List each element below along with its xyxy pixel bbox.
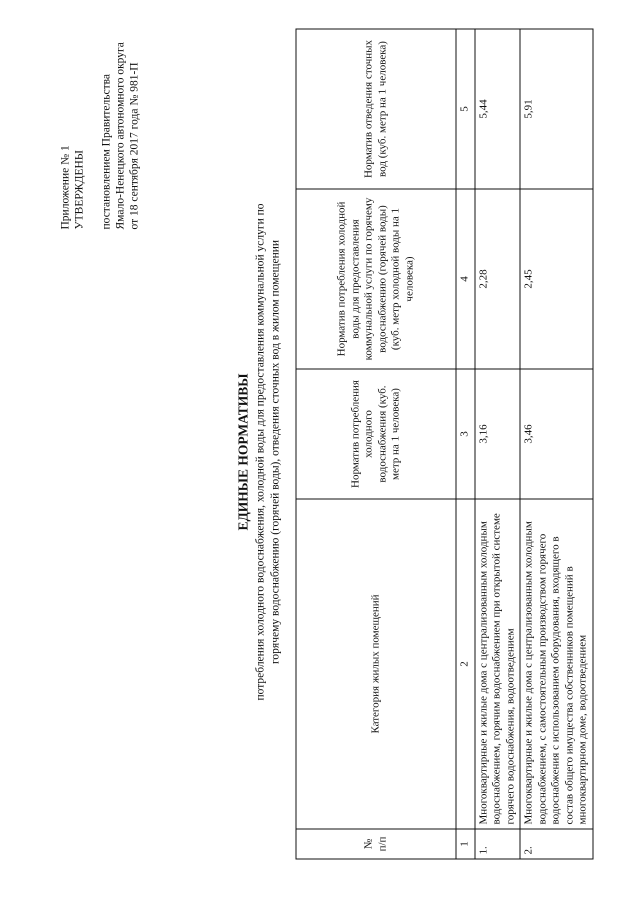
norms-table [296,29,594,860]
row-sewage: 5,44 [475,29,521,189]
row-cold-water: 3,46 [520,369,593,499]
approval-block [59,42,142,229]
document-subtitle-1: потребления холодного водоснабжения, холодной воды для предоставления коммунальной услуги по [254,203,267,701]
decree-line: постановлением Правительства [100,73,113,230]
column-number: 3 [456,369,475,499]
row-category: Многоквартирные и жилые дома с централизованным холодным водоснабжением, с самостоятельным производством горячего водоснабжения с использованием оборудования, входящего в состав общего имущества собственников помещений в многоквартирном доме, водоотведением [520,499,593,829]
table-row [520,29,593,859]
header-cold-water: Норматив потребления холодного водоснабжения (куб. метр на 1 человека) [296,369,456,499]
column-number: 5 [456,29,475,189]
row-number: 2. [520,829,593,859]
table-row [475,29,521,859]
decree-date: от 18 сентября 2017 года № 981-П [128,62,141,230]
appendix-number: Приложение № 1 [59,145,72,230]
document-title: ЕДИНЫЕ НОРМАТИВЫ [235,373,251,531]
header-number: № п/п [296,829,456,859]
document-sheet [31,25,611,880]
row-cold-for-hot: 2,45 [520,189,593,369]
document-subtitle-2: горячему водоснабжению (горячей воды), отведения сточных вод в жилом помещении [269,239,282,665]
header-cold-for-hot: Норматив потребления холодной воды для предоставления коммунальной услуги по горячему водоснабжению (горячей воды) (куб. метр холодной воды на 1 человека) [296,189,456,369]
row-cold-water: 3,16 [475,369,521,499]
column-number: 4 [456,189,475,369]
header-category: Категория жилых помещений [296,499,456,829]
column-number: 2 [456,499,475,829]
decree-region: Ямало-Ненецкого автономного округа [114,42,127,230]
row-sewage: 5,91 [520,29,593,189]
table-header-row [296,29,456,859]
row-category: Многоквартирные и жилые дома с централизованным холодным водоснабжением, горячим водоснабжением при открытой системе горячего водоснабжения, водоотведением [475,499,521,829]
row-number: 1. [475,829,521,859]
header-sewage: Норматив отведения сточных вод (куб. метр на 1 человека) [296,29,456,189]
column-number: 1 [456,829,475,859]
column-number-row [456,29,475,859]
approved-label: УТВЕРЖДЕНЫ [73,150,86,230]
row-cold-for-hot: 2,28 [475,189,521,369]
